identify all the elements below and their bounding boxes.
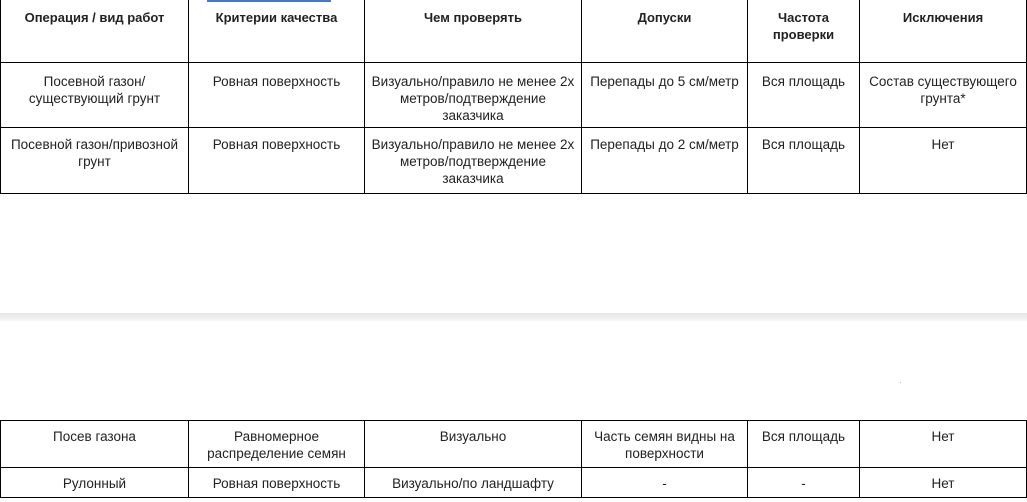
cell-check-method: Визуально [365, 421, 582, 468]
cell-frequency: Вся площадь [748, 421, 860, 468]
cell-operation: Посевной газон/привозной грунт [1, 128, 189, 194]
table-row [1, 421, 1027, 468]
cell-tolerances: - [582, 468, 748, 498]
quality-table-top [0, 0, 1027, 194]
table-row [1, 128, 1027, 194]
table-row [1, 468, 1027, 498]
cell-criteria: Ровная поверхность [189, 128, 365, 194]
quality-table-bottom [0, 420, 1027, 498]
header-tolerances: Допуски [582, 0, 748, 63]
header-check-method: Чем проверять [365, 0, 582, 63]
stray-dot [900, 382, 901, 383]
cell-exceptions: Нет [860, 421, 1027, 468]
cell-criteria: Ровная поверхность [189, 63, 365, 128]
cell-exceptions: Нет [860, 468, 1027, 498]
cell-criteria: Равномерное распределение семян [189, 421, 365, 468]
header-exceptions: Исключения [860, 0, 1027, 63]
cell-operation: Посевной газон/существующий грунт [1, 63, 189, 128]
table-row [1, 63, 1027, 128]
cell-exceptions: Состав существующего грунта* [860, 63, 1027, 128]
cell-criteria: Ровная поверхность [189, 468, 365, 498]
cell-frequency: Вся площадь [748, 63, 860, 128]
cell-frequency: Вся площадь [748, 128, 860, 194]
cell-operation: Посев газона [1, 421, 189, 468]
table-header-row [1, 0, 1027, 63]
header-frequency: Частота проверки [748, 0, 860, 63]
cell-check-method: Визуально/правило не менее 2х метров/подтверждение заказчика [365, 63, 582, 128]
cell-tolerances: Перепады до 5 см/метр [582, 63, 748, 128]
cell-check-method: Визуально/правило не менее 2х метров/подтверждение заказчика [365, 128, 582, 194]
cell-tolerances: Перепады до 2 см/метр [582, 128, 748, 194]
cell-tolerances: Часть семян видны на поверхности [582, 421, 748, 468]
cell-operation: Рулонный [1, 468, 189, 498]
page-break [0, 313, 1027, 321]
cell-check-method: Визуально/по ландшафту [365, 468, 582, 498]
cell-frequency: - [748, 468, 860, 498]
header-operation: Операция / вид работ [1, 0, 189, 63]
cell-exceptions: Нет [860, 128, 1027, 194]
header-criteria: Критерии качества [189, 0, 365, 63]
